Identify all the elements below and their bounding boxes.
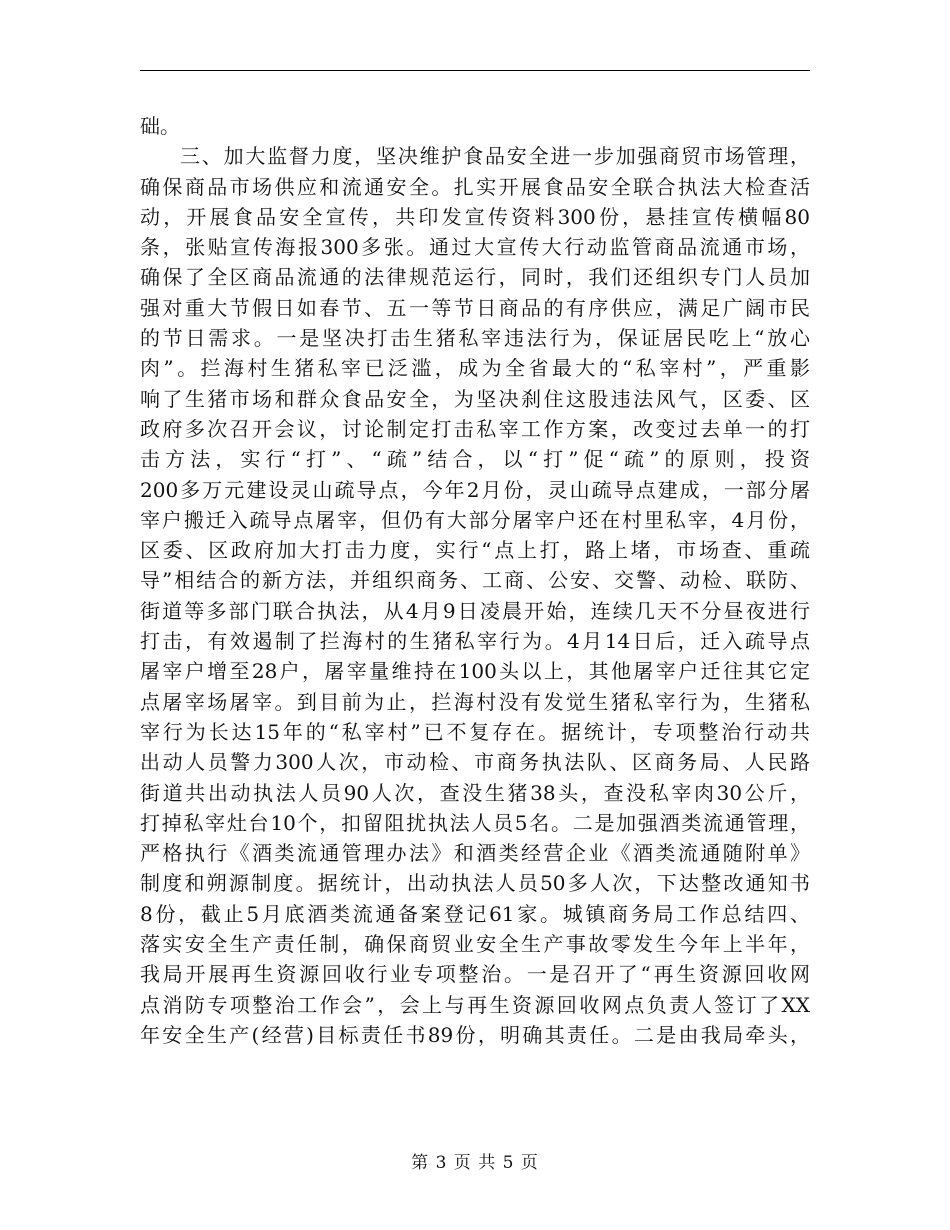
text-line: 我局开展再生资源回收行业专项整治。一是召开了“再生资源回收网 xyxy=(140,962,810,987)
text-line: 8份，截止5月底酒类流通备案登记61家。城镇商务局工作总结四、 xyxy=(140,901,810,926)
text-line: 的节日需求。一是坚决打击生猪私宰违法行为，保证居民吃上“放心 xyxy=(140,326,810,351)
text-line: 三、加大监督力度，坚决维护食品安全进一步加强商贸市场管理， xyxy=(180,144,810,169)
text-line: 政府多次召开会议，讨论制定打击私宰工作方案，改变过去单一的打 xyxy=(140,416,810,441)
header-rule xyxy=(140,70,810,71)
text-line: 区委、区政府加大打击力度，实行“点上打，路上堵，市场查、重疏 xyxy=(140,538,810,563)
text-line: 打击，有效遏制了拦海村的生猪私宰行为。4月14日后，迁入疏导点 xyxy=(140,629,810,654)
text-line: 础。 xyxy=(140,114,180,138)
body-text xyxy=(140,111,810,1050)
text-line: 年安全生产(经营)目标责任书89份，明确其责任。二是由我局牵头， xyxy=(140,1022,810,1047)
text-line: 宰行为长达15年的“私宰村”已不复存在。据统计，专项整治行动共 xyxy=(140,719,810,744)
text-line: 打掉私宰灶台10个，扣留阻扰执法人员5名。二是加强酒类流通管理， xyxy=(140,810,810,835)
text-line: 出动人员警力300人次，市动检、市商务执法队、区商务局、人民路 xyxy=(140,750,810,775)
text-line: 街道等多部门联合执法，从4月9日凌晨开始，连续几天不分昼夜进行 xyxy=(140,598,810,623)
text-line: 击方法，实行“打”、“疏”结合，以“打”促“疏”的原则，投资 xyxy=(140,447,810,472)
text-line: 条，张贴宣传海报300多张。通过大宣传大行动监管商品流通市场， xyxy=(140,235,810,260)
text-line: 导”相结合的新方法，并组织商务、工商、公安、交警、动检、联防、 xyxy=(140,568,810,593)
text-line: 响了生猪市场和群众食品安全，为坚决刹住这股违法风气，区委、区 xyxy=(140,386,810,411)
text-line: 肉”。拦海村生猪私宰已泛滥，成为全省最大的“私宰村”，严重影 xyxy=(140,356,810,381)
text-line: 确保商品市场供应和流通安全。扎实开展食品安全联合执法大检查活 xyxy=(140,174,810,199)
text-line: 屠宰户增至28户，屠宰量维持在100头以上，其他屠宰户迁往其它定 xyxy=(140,659,810,684)
text-line: 严格执行《酒类流通管理办法》和酒类经营企业《酒类流通随附单》 xyxy=(140,841,810,866)
page-number: 第 3 页 共 5 页 xyxy=(411,1153,539,1173)
text-line: 点消防专项整治工作会”，会上与再生资源回收网点负责人签订了XX xyxy=(140,992,810,1017)
text-line: 落实安全生产责任制，确保商贸业安全生产事故零发生今年上半年， xyxy=(140,932,810,957)
text-line: 街道共出动执法人员90人次，查没生猪38头，查没私宰肉30公斤， xyxy=(140,780,810,805)
text-line: 点屠宰场屠宰。到目前为止，拦海村没有发觉生猪私宰行为，生猪私 xyxy=(140,689,810,714)
page-footer xyxy=(0,1151,950,1175)
text-line: 200多万元建设灵山疏导点，今年2月份，灵山疏导点建成，一部分屠 xyxy=(140,477,810,502)
text-line: 动，开展食品安全宣传，共印发宣传资料300份，悬挂宣传横幅80 xyxy=(140,204,810,229)
text-line: 确保了全区商品流通的法律规范运行，同时，我们还组织专门人员加 xyxy=(140,265,810,290)
text-line: 宰户搬迁入疏导点屠宰，但仍有大部分屠宰户还在村里私宰，4月份， xyxy=(140,507,810,532)
text-line: 制度和朔源制度。据统计，出动执法人员50多人次，下达整改通知书 xyxy=(140,871,810,896)
text-line: 强对重大节假日如春节、五一等节日商品的有序供应，满足广阔市民 xyxy=(140,295,810,320)
